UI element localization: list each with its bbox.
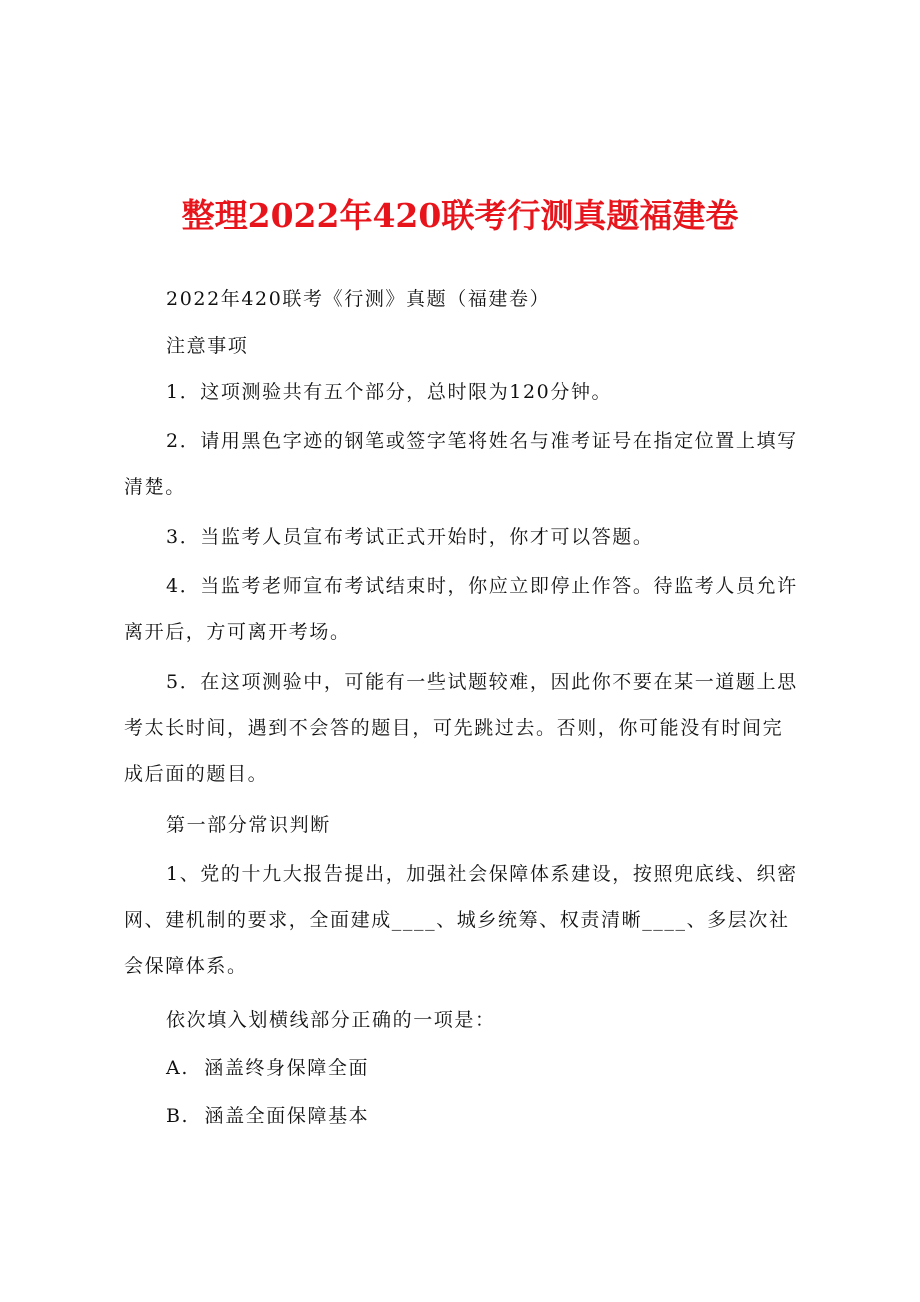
notice-item-5: 5．在这项测验中，可能有一些试题较难，因此你不要在某一道题上思考太长时间，遇到不会答的题目，可先跳过去。否则，你可能没有时间完成后面的题目。 xyxy=(124,671,798,785)
notice-item-3: 3．当监考人员宣布考试正式开始时，你才可以答题。 xyxy=(166,526,654,548)
notice-heading: 注意事项 xyxy=(166,335,249,357)
question-1-stem: 1、党的十九大报告提出，加强社会保障体系建设，按照兜底线、织密网、建机制的要求，全面建成____、城乡统筹、权责清晰____、多层次社会保障体系。 xyxy=(124,863,798,977)
notice-item-4: 4．当监考老师宣布考试结束时，你应立即停止作答。待监考人员允许离开后，方可离开考场。 xyxy=(124,575,798,643)
question-1-option-a: A. 涵盖终身保障全面 xyxy=(166,1057,370,1079)
section-heading: 第一部分常识判断 xyxy=(166,814,331,836)
notice-item-2: 2．请用黑色字迹的钢笔或签字笔将姓名与准考证号在指定位置上填写清楚。 xyxy=(124,430,798,498)
question-1-option-b: B. 涵盖全面保障基本 xyxy=(166,1105,370,1127)
notice-item-1: 1．这项测验共有五个部分，总时限为120分钟。 xyxy=(166,381,613,403)
question-1-prompt: 依次填入划横线部分正确的一项是： xyxy=(166,1009,496,1031)
document-title: 整理2022年420联考行测真题福建卷 xyxy=(181,196,739,235)
document-subtitle: 2022年420联考《行测》真题（福建卷） xyxy=(166,288,551,310)
